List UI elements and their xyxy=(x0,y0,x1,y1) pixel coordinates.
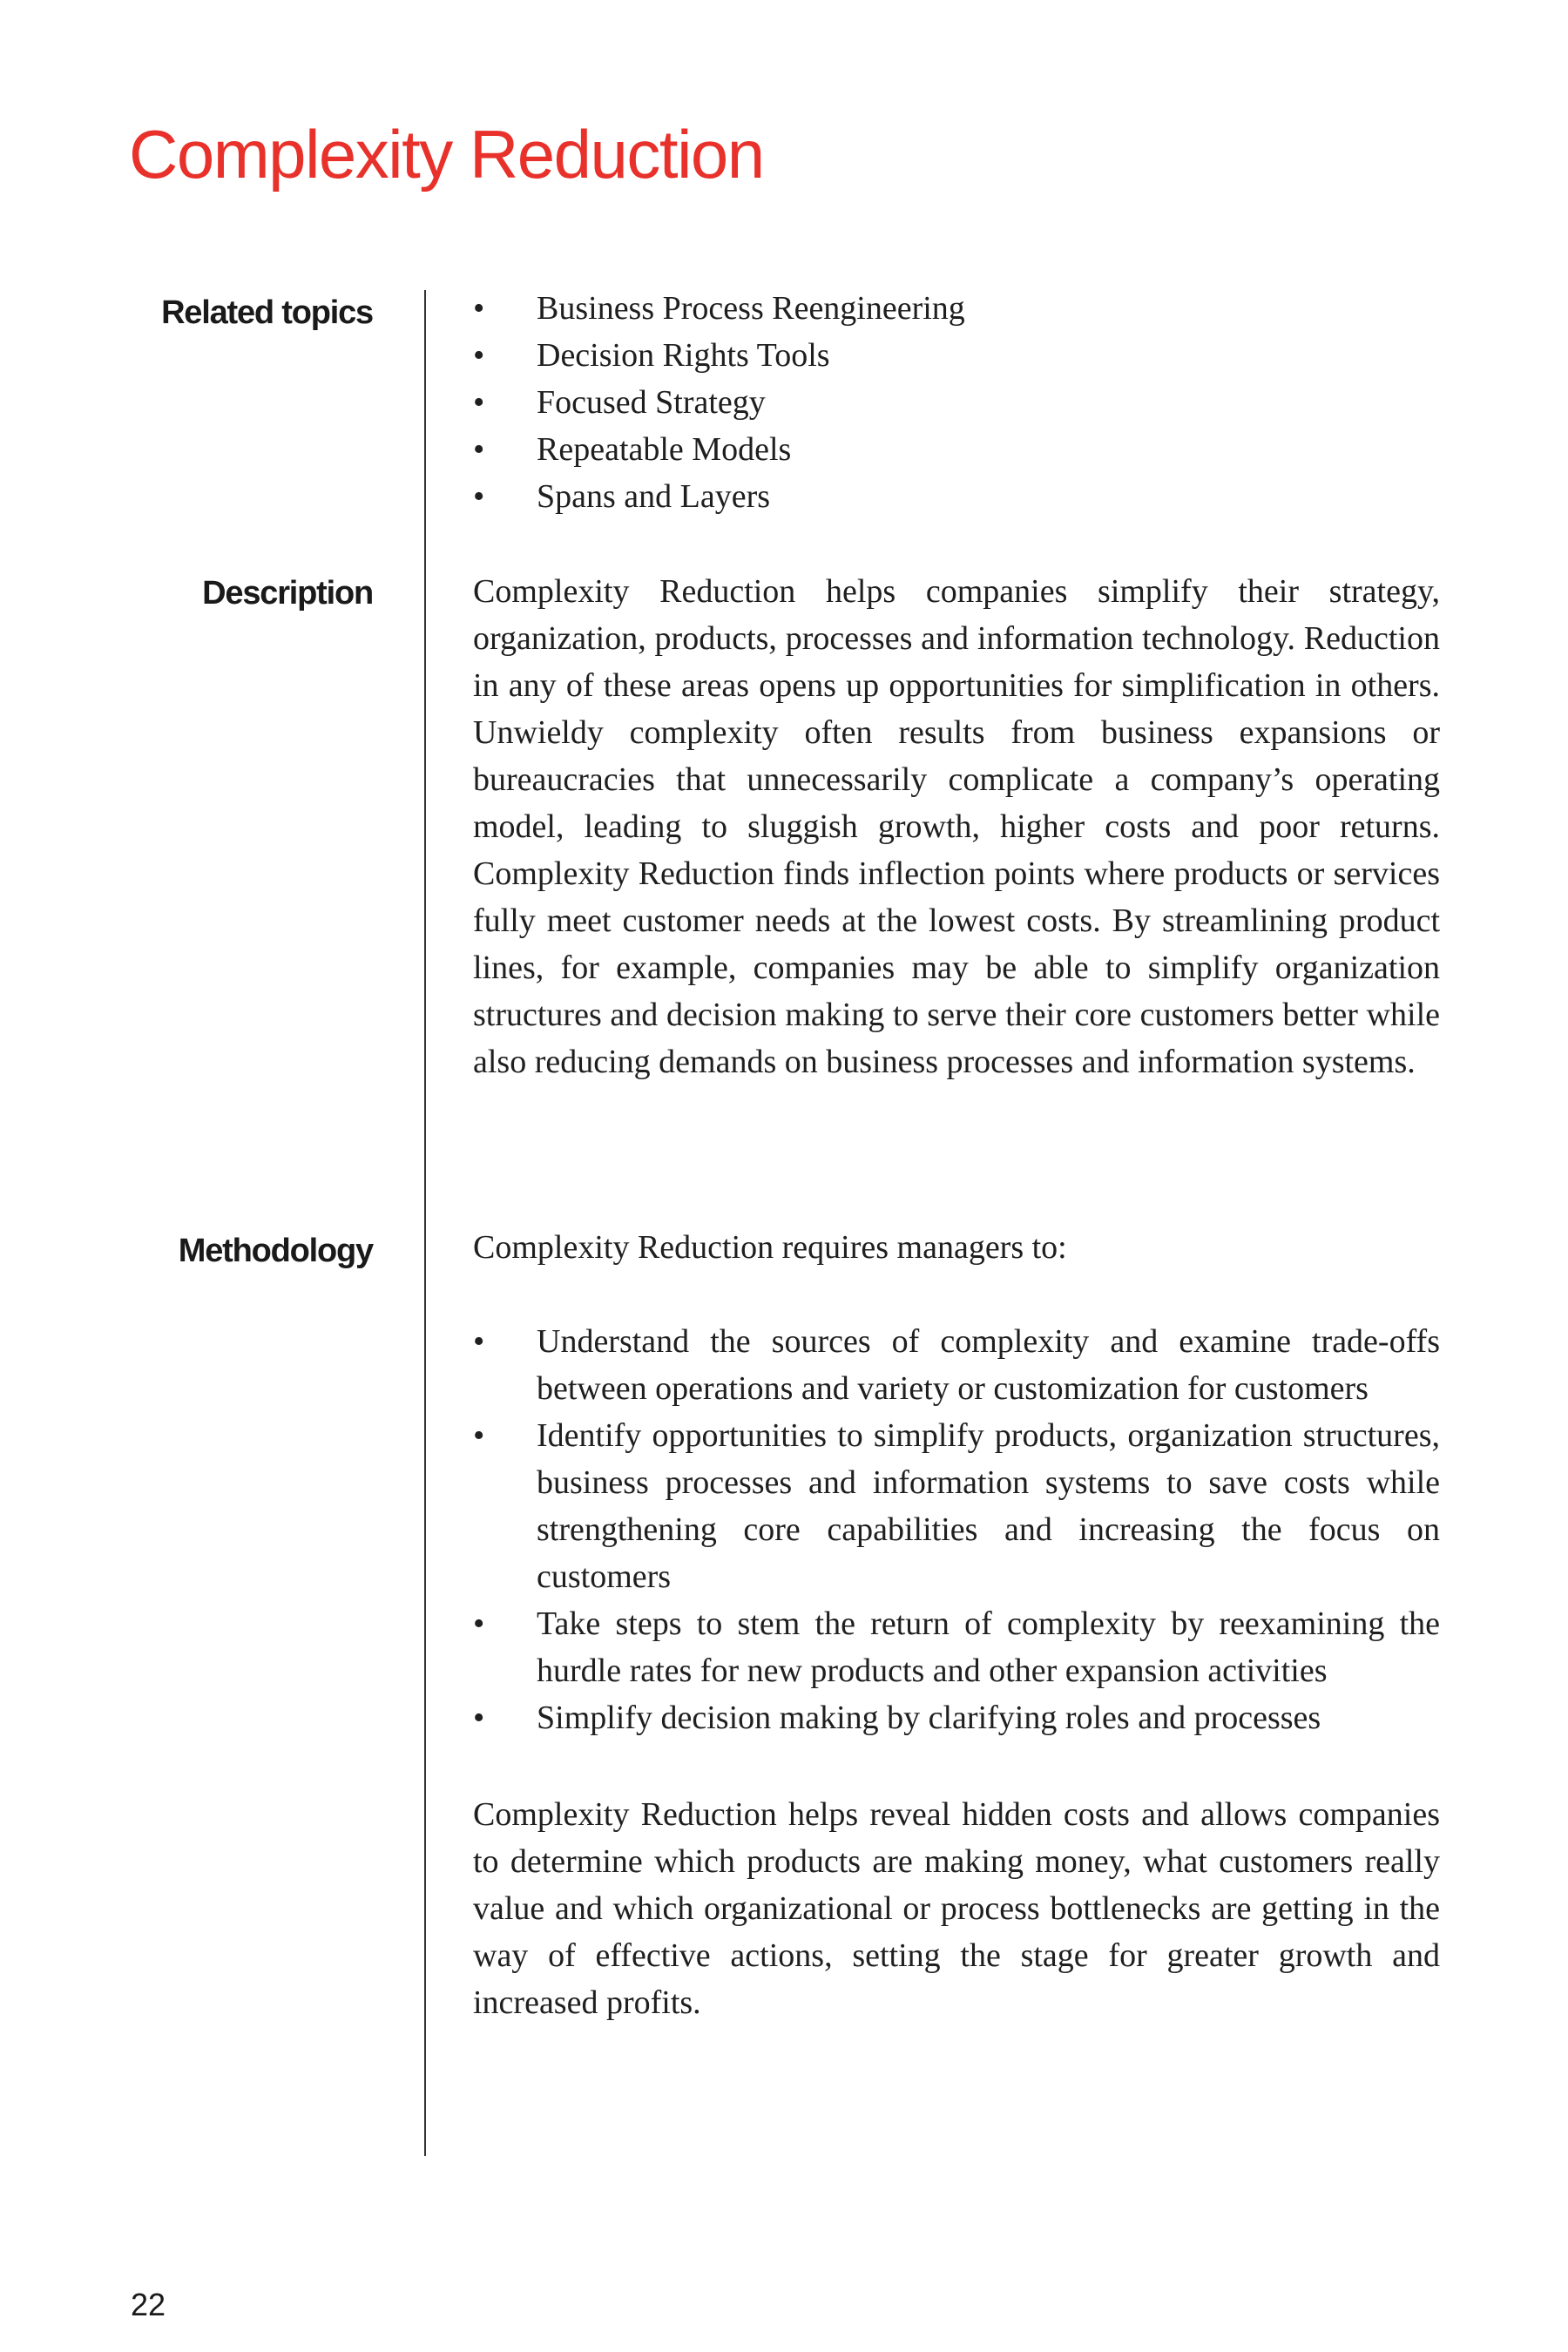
related-topic-item: • Focused Strategy xyxy=(473,379,1440,426)
methodology-label: Methodology xyxy=(178,1233,373,1269)
methodology-step: • Take steps to stem the return of complexity by reexamining the hurdle rates for new products and other expansion activities xyxy=(473,1600,1440,1694)
methodology-intro: Complexity Reduction requires managers to: xyxy=(473,1229,1067,1266)
related-topic-item: • Decision Rights Tools xyxy=(473,332,1440,379)
methodology-step: • Simplify decision making by clarifying roles and processes xyxy=(473,1694,1440,1741)
methodology-step: • Understand the sources of complexity and examine trade-offs between operations and variety or customization for customers xyxy=(473,1318,1440,1412)
methodology-steps-list xyxy=(473,1318,1440,1741)
methodology-step: • Identify opportunities to simplify products, organization structures, business processes and information systems to save costs while strengthening core capabilities and increasing the focus on customers xyxy=(473,1412,1440,1600)
section-divider-rule xyxy=(424,290,426,2156)
related-topic-item: • Repeatable Models xyxy=(473,426,1440,473)
related-topics-list xyxy=(473,285,1440,520)
related-topic-item: • Business Process Reengineering xyxy=(473,285,1440,332)
page-number: 22 xyxy=(131,2287,166,2322)
description-text: Complexity Reduction helps companies simplify their strategy, organization, products, processes and information technology. Reduction in any of these areas opens up opportunities for simplification in others. Unwieldy complexity often results from business expansions or bureaucracies that unnecessarily complicate a company’s operating model, leading to sluggish growth, higher costs and poor returns. Complexity Reduction finds inflection points where products or services fully meet customer needs at the lowest costs. By streamlining product lines, for example, companies may be able to simplify organization structures and decision making to serve their core customers better while also reducing demands on business processes and information systems. xyxy=(473,573,1440,1080)
methodology-conclusion: Complexity Reduction helps reveal hidden costs and allows companies to determine which products are making money, what customers really value and which organizational or process bottlenecks are getting in the way of effective actions, setting the stage for greater growth and increased profits. xyxy=(473,1796,1440,2021)
description-label: Description xyxy=(202,575,373,612)
page-title: Complexity Reduction xyxy=(129,116,764,193)
related-topics-label: Related topics xyxy=(161,294,373,331)
related-topic-item: • Spans and Layers xyxy=(473,473,1440,520)
